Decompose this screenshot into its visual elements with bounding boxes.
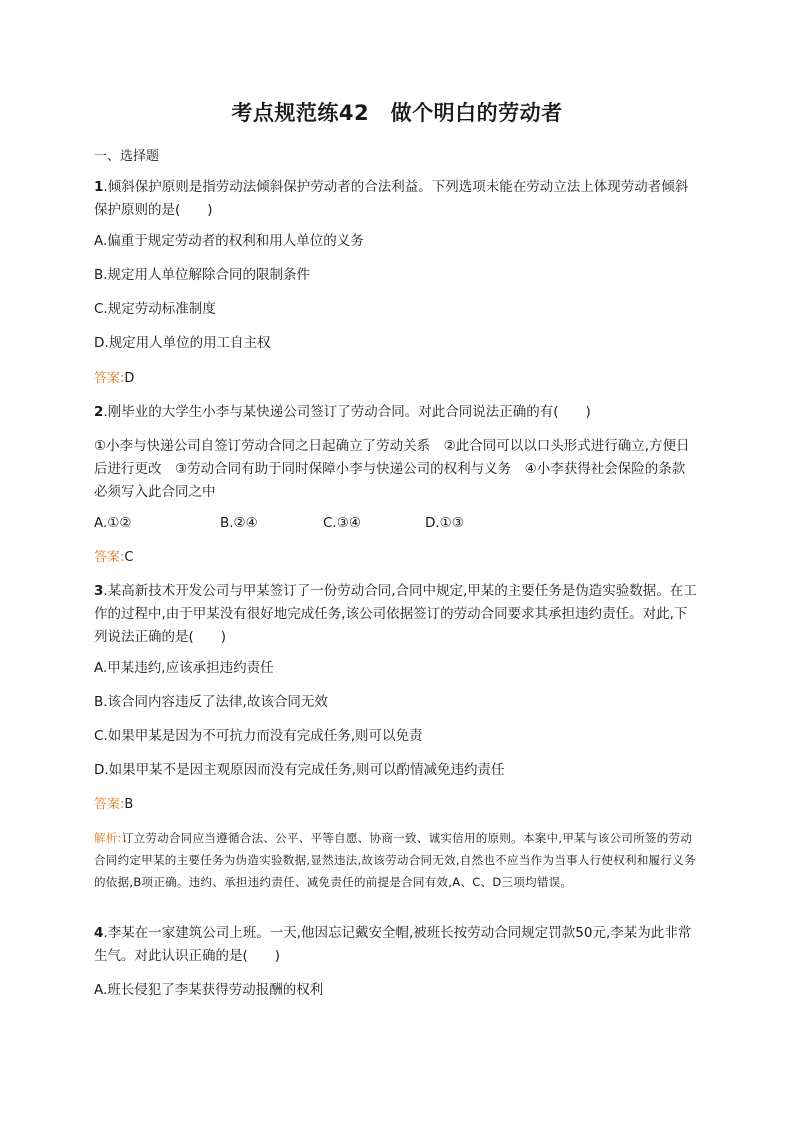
section-heading: 一、选择题 [94, 149, 160, 164]
question-2-option-b: B.②④ [220, 515, 258, 531]
question-3-option-a: A.甲某违约,应该承担违约责任 [94, 660, 274, 676]
question-3-stem [94, 580, 698, 649]
answer-label: 答案: [94, 550, 125, 565]
question-3-option-d: D.如果甲某不是因主观原因而没有完成任务,则可以酌情减免违约责任 [94, 762, 505, 778]
question-2-option-a: A.①② [94, 515, 132, 531]
question-2-option-d: D.①③ [425, 515, 464, 531]
question-2-options [94, 512, 698, 535]
question-3-option-c: C.如果甲某是因为不可抗力而没有完成任务,则可以免责 [94, 728, 423, 744]
question-3-option-b: B.该合同内容违反了法律,故该合同无效 [94, 694, 328, 710]
question-1-option-c: C.规定劳动标准制度 [94, 301, 216, 317]
question-3-explanation [94, 827, 698, 893]
question-3-answer [94, 793, 698, 816]
question-2-statements: ①小李与快递公司自签订劳动合同之日起确立了劳动关系 ②此合同可以以口头形式进行确立,方便日后进行更改 ③劳动合同有助于同时保障小李与快递公司的权利与义务 ④小李获得社会保险的条款必须写入此合同之中 [94, 438, 690, 500]
question-4-text: .李某在一家建筑公司上班。一天,他因忘记戴安全帽,被班长按劳动合同规定罚款50元,李某为此非常生气。对此认识正确的是( ) [94, 925, 692, 964]
question-2-text: .刚毕业的大学生小李与某快递公司签订了劳动合同。对此合同说法正确的有( ) [103, 404, 591, 420]
question-1-stem [94, 176, 698, 222]
question-4-number: 4 [94, 925, 104, 941]
question-4-stem [94, 922, 698, 968]
explanation-label: 解析: [94, 831, 122, 845]
question-1-option-d: D.规定用人单位的用工自主权 [94, 335, 271, 351]
question-1-option-a: A.偏重于规定劳动者的权利和用人单位的义务 [94, 233, 364, 249]
question-4-option-a: A.班长侵犯了李某获得劳动报酬的权利 [94, 982, 324, 998]
answer-value: B [124, 797, 134, 812]
answer-value: D [124, 371, 135, 386]
question-1-answer [94, 367, 698, 390]
answer-value: C [124, 550, 134, 565]
question-1-text: .倾斜保护原则是指劳动法倾斜保护劳动者的合法利益。下列选项未能在劳动立法上体现劳动者倾斜保护原则的是( ) [94, 179, 689, 218]
question-2-option-c: C.③④ [323, 515, 361, 531]
question-3-text: .某高新技术开发公司与甲某签订了一份劳动合同,合同中规定,甲某的主要任务是伪造实验数据。在工作的过程中,由于甲某没有很好地完成任务,该公司依据签订的劳动合同要求其承担违约责任。对此,下列说法正确的是( ) [94, 583, 697, 645]
answer-label: 答案: [94, 371, 125, 386]
question-3-number: 3 [94, 583, 104, 599]
explanation-text: 订立劳动合同应当遵循合法、公平、平等自愿、协商一致、诚实信用的原则。本案中,甲某与该公司所签的劳动合同约定甲某的主要任务为伪造实验数据,显然违法,故该劳动合同无效,自然也不应当作为当事人行使权利和履行义务的依据,B项正确。违约、承担违约责任、减免责任的前提是合同有效,A、C、D三项均错误。 [94, 831, 696, 889]
question-2-number: 2 [94, 404, 104, 420]
question-2-stem [94, 401, 698, 424]
answer-label: 答案: [94, 797, 125, 812]
page-title: 考点规范练42 做个明白的劳动者 [231, 101, 563, 125]
question-1-option-b: B.规定用人单位解除合同的限制条件 [94, 267, 311, 283]
question-1-number: 1 [94, 179, 104, 195]
question-2-answer [94, 546, 698, 569]
